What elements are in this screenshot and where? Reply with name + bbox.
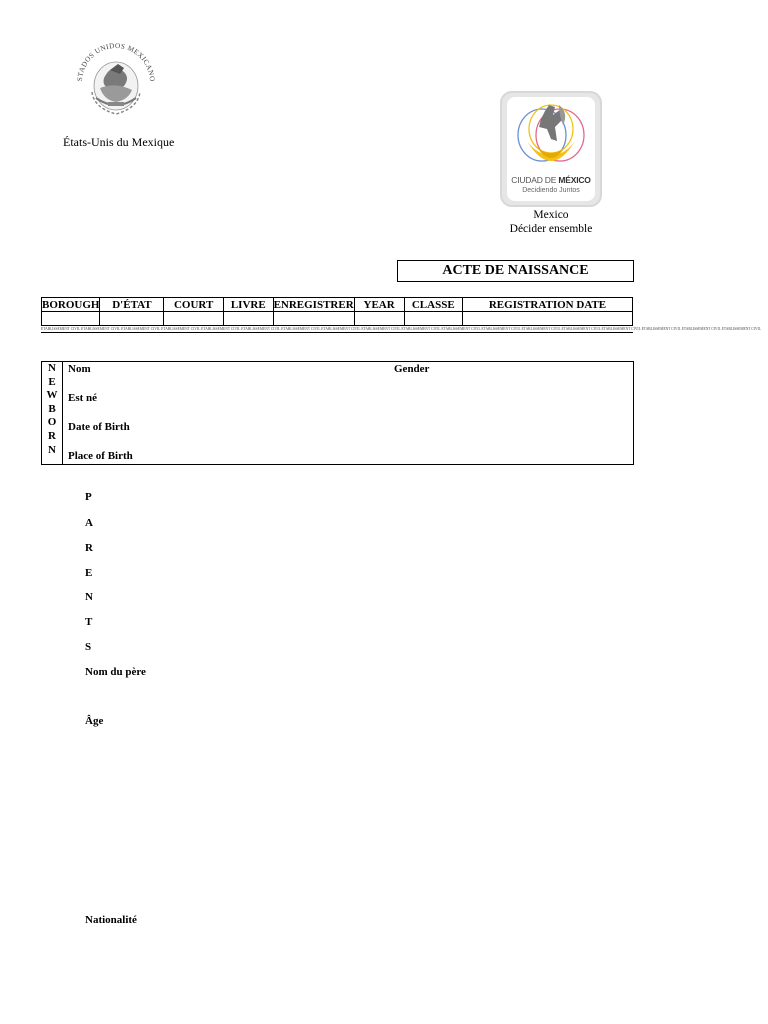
side-letter: B: [48, 402, 56, 415]
city-caption: [500, 208, 602, 236]
column-header-year: YEAR: [354, 298, 404, 312]
parents-letter: R: [85, 542, 93, 554]
parents-letter: A: [85, 517, 93, 529]
nationality-label: Nationalité: [85, 914, 137, 926]
logo-wordmark: CIUDAD DE MÉXICO: [511, 175, 591, 185]
age-label: Âge: [85, 715, 104, 727]
side-letter: W: [46, 389, 58, 402]
value-classe: [404, 312, 462, 326]
seal-legend: STADOS UNIDOS MEXICANO: [75, 41, 157, 82]
value-registration-date: [462, 312, 632, 326]
column-header-classe: CLASSE: [404, 298, 462, 312]
column-header-borough: BOROUGH: [42, 298, 100, 311]
column-header-etat: D'ÉTAT: [100, 298, 164, 312]
security-microprint-text: ETABLISSEMENT CIVIL ETABLISSEMENT CIVIL ETABLISSEMENT CIVIL ETABLISSEMENT CIVIL ETABLISSEMENT CIVIL ETABLISSEMENT CIVIL ETABLISSEMENT CIVIL ETABLISSEMENT CIVIL ETABLISSEMENT CIVIL ETABLISSEMENT CIVIL ETABLISSEMENT CIVIL ETABLISSEMENT CIVIL ETABLISSEMENT CIVIL ETABLISSEMENT CIVIL ETABLISSEMENT CIVIL ETABLISSEMENT CIVIL ETABLISSEMENT CIVIL ETABLISSEMENT CIVIL: [41, 327, 761, 331]
parents-section: [85, 0, 385, 1024]
father-name-label: Nom du père: [85, 666, 146, 678]
column-header-registration-date: REGISTRATION DATE: [462, 298, 632, 312]
column-header-livre: LIVRE: [223, 298, 273, 312]
newborn-pob-label: Place of Birth: [68, 450, 133, 462]
parents-letter: T: [85, 616, 93, 628]
parents-letter: S: [85, 641, 92, 653]
column-header-enregistrer: ENREGISTRER: [273, 298, 354, 311]
logo-slogan: Decidiendo Juntos: [522, 187, 580, 194]
newborn-gender-label: Gender: [394, 363, 430, 375]
city-motto: Décider ensemble: [509, 223, 593, 235]
cdmx-logo: [500, 91, 602, 207]
parents-letter: P: [85, 491, 92, 503]
city-name: Mexico: [533, 209, 569, 221]
column-header-court: COURT: [164, 298, 224, 312]
document-title: ACTE DE NAISSANCE: [397, 260, 634, 282]
side-letter: N: [48, 362, 56, 374]
side-letter: N: [48, 443, 56, 456]
newborn-side-label: [42, 362, 63, 464]
newborn-name-label: Nom: [68, 363, 91, 375]
side-letter: O: [47, 416, 57, 429]
side-letter: E: [48, 375, 56, 388]
newborn-dob-label: Date of Birth: [68, 421, 130, 433]
parents-letter: N: [85, 591, 93, 603]
side-letter: R: [48, 429, 56, 442]
country-name: États-Unis du Mexique: [63, 135, 175, 149]
newborn-born-label: Est né: [68, 392, 98, 404]
angel-emblem-icon: [507, 97, 595, 175]
parents-letter: E: [85, 567, 93, 579]
